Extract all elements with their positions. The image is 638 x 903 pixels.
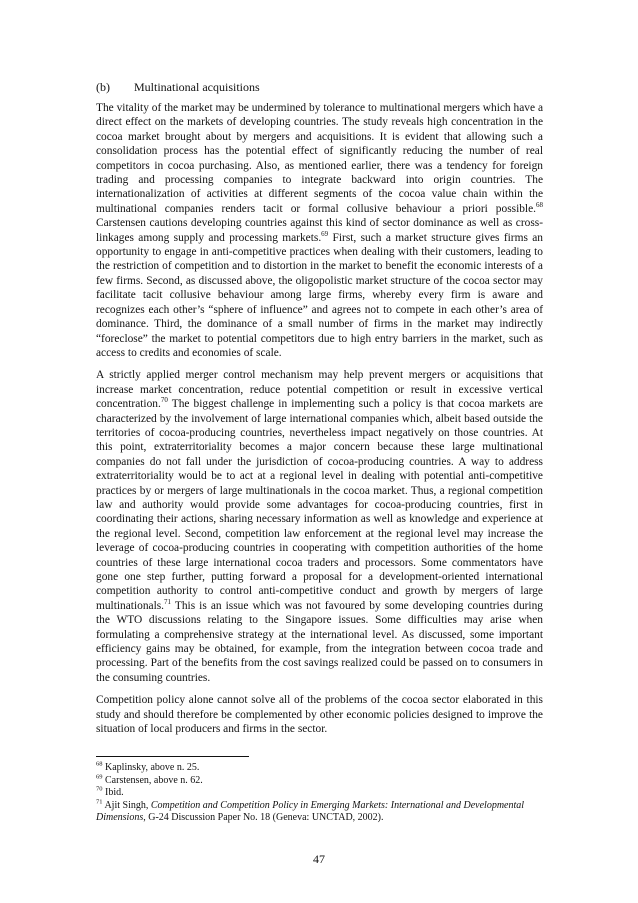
footnote-number: 68: [96, 760, 103, 768]
paragraph-3: [96, 693, 543, 736]
footnote-ref-70[interactable]: 70: [160, 396, 168, 405]
footnote-number: 69: [96, 773, 103, 781]
footnotes: [96, 756, 543, 825]
footnote-work-title: Competition and Competition Policy in Emerging Markets: International and Developmental Dimensions: [96, 799, 525, 824]
footnote-text: , G-24 Discussion Paper No. 18 (Geneva: UNCTAD, 2002).: [143, 812, 384, 824]
footnote-author: Ajit Singh,: [104, 799, 151, 811]
paragraph-1: [96, 101, 543, 360]
footnote-71: [96, 800, 543, 825]
footnote-number: 71: [96, 798, 103, 806]
section-title: Multinational acquisitions: [134, 80, 260, 94]
footnote-number: 70: [96, 785, 103, 793]
footnote-68: [96, 762, 543, 775]
footnote-ref-71[interactable]: 71: [164, 598, 172, 607]
footnote-divider: [96, 756, 249, 757]
paragraph-2: [96, 368, 543, 685]
paragraph-text: The biggest challenge in implementing such a policy is that cocoa markets are characterized by the involvement of large international companies which, albeit based outside the territories of cocoa-producing countries, nevertheless impact negatively on those countries. At this point, extraterritoriality becomes a major concern because these large multinational companies do not fall under the jurisdiction of cocoa-producing countries. A way to address extraterritoriality would be to act at a regional level in dealing with potential anti-competitive practices by or mergers of large multinationals in the cocoa market. Thus, a regional competition law and authority would provide some advantages for cocoa-producing countries, first in coordinating their actions, sharing necessary information as well as knowledge and experience at the regional level. Second, competition law enforcement at the regional level may increase the leverage of cocoa-producing countries in cooperating with competition authorities of the home countries of these large international cocoa traders and processors. Some commentators have gone one step further, putting forward a proposal for a development-oriented international competition authority to control anti-competitive conduct and growth by mergers of large multinationals.: [96, 398, 543, 612]
footnote-ref-69[interactable]: 69: [321, 229, 329, 238]
paragraph-text: A strictly applied merger control mechanism may help prevent mergers or acquisitions that increase market concentration, reduce potential competition or result in excessive vertical concentration.: [96, 369, 543, 411]
footnote-text: Ibid.: [105, 787, 124, 799]
main-content: [96, 80, 543, 744]
section-number: (b): [96, 80, 110, 94]
section-heading: [96, 80, 543, 95]
paragraph-text: Carstensen cautions developing countries against this kind of sector dominance as well as cross-linkages among supply and processing markets.: [96, 217, 543, 244]
page-number: 47: [313, 852, 325, 866]
paragraph-text: First, such a market structure gives firms an opportunity to engage in anti-competitive practices when dealing with their customers, leading to the restriction of competition and to distortion in the market to benefit the economic interests of a few firms. Second, as discussed above, the oligopolistic market structure of the cocoa sector may facilitate tacit collusive behaviour among large firms, whereby every firm is aware and recognizes each other’s “sphere of influence” and agrees not to compete in each other’s area of dominance. Third, the dominance of a small number of firms in the market may indirectly “foreclose” the market to potential competitors due to high entry barriers in the market, such as access to credits and economies of scale.: [96, 231, 543, 359]
footnote-text: Carstensen, above n. 62.: [105, 774, 203, 786]
paragraph-text: This is an issue which was not favoured by some developing countries during the WTO discussions relating to the Singapore issues. Some difficulties may arise when formulating a comprehensive strategy at the international level. As discussed, some important efficiency gains may be obtained, for example, from the integration between cocoa trade and processing. Part of the benefits from the cost savings realized could be passed on to consumers in the consuming countries.: [96, 599, 543, 684]
footnote-ref-68[interactable]: 68: [536, 201, 543, 210]
paragraph-text: The vitality of the market may be undermined by tolerance to multinational mergers which have a direct effect on the markets of developing countries. The study reveals high concentration in the cocoa market brought about by mergers and acquisitions. It is evident that allowing such a consolidation process has the potential effect of significantly reducing the number of real competitors in cocoa purchasing. Also, as mentioned earlier, there was a tendency for foreign trading and processing companies to integrate backward into origin countries. The internationalization of activities at different segments of the cocoa value chain within the multinational companies renders tacit or formal collusive behaviour a priori possible.: [96, 102, 543, 215]
footnote-text: Kaplinsky, above n. 25.: [105, 762, 200, 773]
footnote-70: [96, 787, 543, 800]
footnote-69: [96, 775, 543, 788]
paragraph-text: Competition policy alone cannot solve all of the problems of the cocoa sector elaborated in this study and should therefore be complemented by other economic policies designed to improve the situation of local producers and firms in the sector.: [96, 694, 543, 736]
